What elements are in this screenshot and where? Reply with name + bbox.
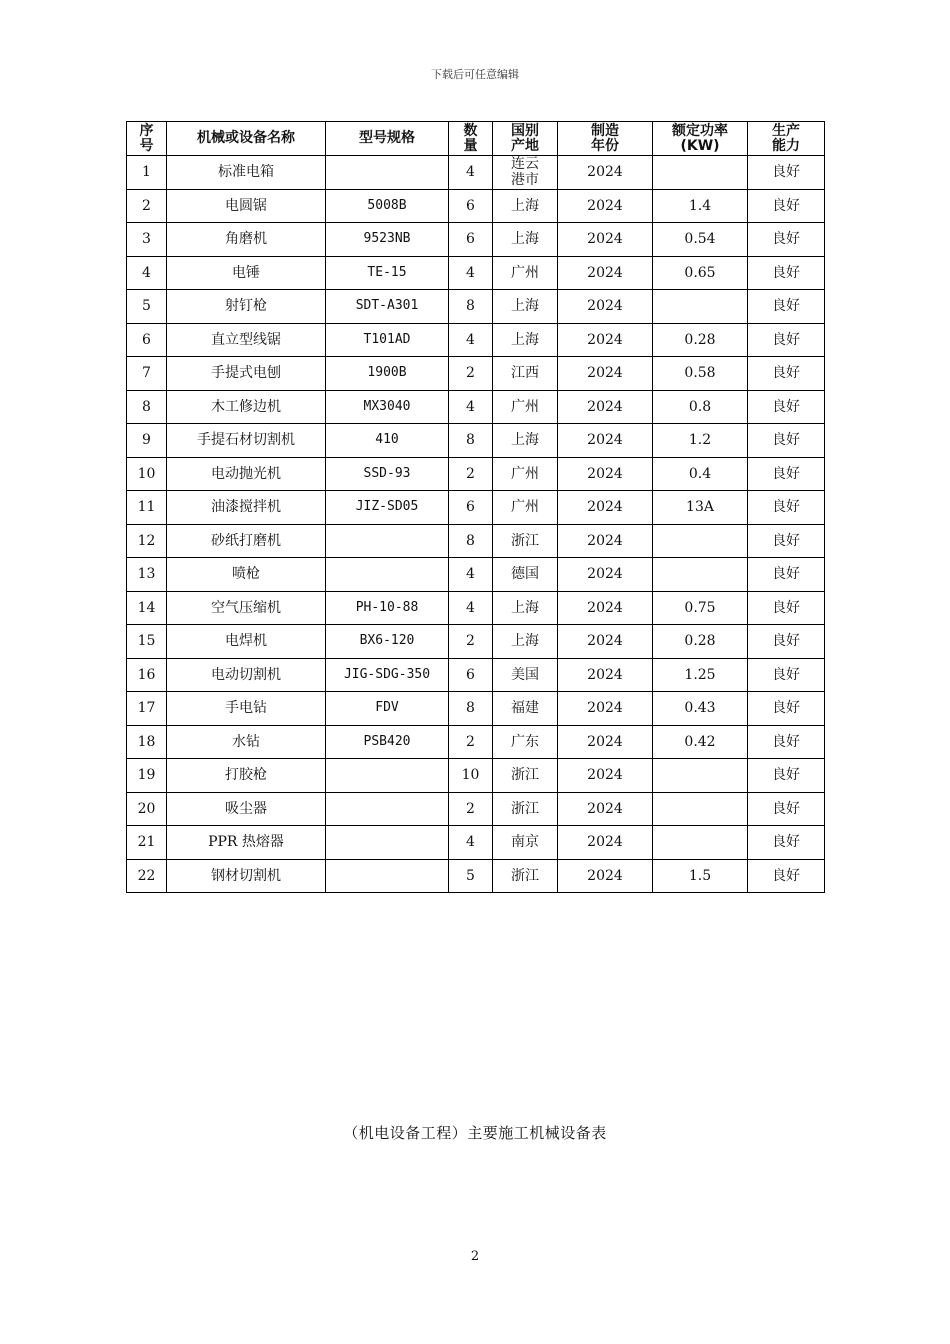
- cell-qty: 4: [449, 826, 493, 860]
- cell-seq: 19: [127, 759, 167, 793]
- cell-qty: 10: [449, 759, 493, 793]
- cell-power: 1.5: [653, 859, 748, 893]
- cell-year: 2024: [558, 457, 653, 491]
- cell-year: 2024: [558, 692, 653, 726]
- cell-power: 0.75: [653, 591, 748, 625]
- cell-origin: 南京: [493, 826, 558, 860]
- cell-seq: 6: [127, 323, 167, 357]
- cell-name: 电圆锯: [167, 189, 326, 223]
- cell-year: 2024: [558, 725, 653, 759]
- cell-model: PH-10-88: [326, 591, 449, 625]
- cell-seq: 1: [127, 156, 167, 190]
- cell-year: 2024: [558, 156, 653, 190]
- cell-power: 0.28: [653, 625, 748, 659]
- header-name: [167, 122, 326, 156]
- cell-origin: 浙江: [493, 524, 558, 558]
- cell-name: 电锤: [167, 256, 326, 290]
- cell-model: 9523NB: [326, 223, 449, 257]
- cell-model: SDT-A301: [326, 290, 449, 324]
- cell-year: 2024: [558, 826, 653, 860]
- cell-model: TE-15: [326, 256, 449, 290]
- cell-qty: 4: [449, 323, 493, 357]
- cell-model: JIZ-SD05: [326, 491, 449, 525]
- header-model: [326, 122, 449, 156]
- cell-power: 1.4: [653, 189, 748, 223]
- cell-qty: 2: [449, 457, 493, 491]
- cell-name: 直立型线锯: [167, 323, 326, 357]
- header-text-line: 年份: [591, 137, 619, 154]
- cell-model: [326, 558, 449, 592]
- table-row: [127, 759, 825, 793]
- cell-name: 手电钻: [167, 692, 326, 726]
- cell-power: 0.43: [653, 692, 748, 726]
- cell-seq: 15: [127, 625, 167, 659]
- cell-origin: 江西: [493, 357, 558, 391]
- cell-qty: 2: [449, 725, 493, 759]
- cell-origin: 广州: [493, 491, 558, 525]
- cell-origin: 上海: [493, 323, 558, 357]
- cell-year: 2024: [558, 591, 653, 625]
- cell-seq: 18: [127, 725, 167, 759]
- cell-model: 410: [326, 424, 449, 458]
- header-text-line: 量: [463, 137, 478, 154]
- header-power: [653, 122, 748, 156]
- table-row: [127, 290, 825, 324]
- cell-name: 钢材切割机: [167, 859, 326, 893]
- cell-year: 2024: [558, 859, 653, 893]
- cell-name: 水钻: [167, 725, 326, 759]
- header-capacity: [748, 122, 825, 156]
- cell-year: 2024: [558, 357, 653, 391]
- table-row: [127, 390, 825, 424]
- cell-seq: 7: [127, 357, 167, 391]
- cell-origin: 广州: [493, 390, 558, 424]
- cell-qty: 4: [449, 390, 493, 424]
- table-row: [127, 859, 825, 893]
- cell-power: [653, 524, 748, 558]
- header-text-line: 机械或设备名称: [197, 130, 295, 146]
- cell-seq: 11: [127, 491, 167, 525]
- header-origin: [493, 122, 558, 156]
- header-text-line: 序: [139, 122, 154, 139]
- table-row: [127, 357, 825, 391]
- cell-qty: 8: [449, 524, 493, 558]
- cell-seq: 9: [127, 424, 167, 458]
- cell-qty: 8: [449, 424, 493, 458]
- cell-model: [326, 759, 449, 793]
- cell-origin: 上海: [493, 223, 558, 257]
- table-row: [127, 625, 825, 659]
- cell-power: 0.28: [653, 323, 748, 357]
- cell-power: 0.4: [653, 457, 748, 491]
- cell-model: 1900B: [326, 357, 449, 391]
- header-text-line: 制造: [591, 122, 619, 139]
- cell-capacity: 良好: [748, 524, 825, 558]
- cell-year: 2024: [558, 390, 653, 424]
- cell-capacity: 良好: [748, 591, 825, 625]
- table-body: [127, 156, 825, 893]
- cell-seq: 14: [127, 591, 167, 625]
- cell-capacity: 良好: [748, 859, 825, 893]
- cell-name: 电动抛光机: [167, 457, 326, 491]
- cell-origin: 浙江: [493, 759, 558, 793]
- cell-name: 喷枪: [167, 558, 326, 592]
- cell-capacity: 良好: [748, 457, 825, 491]
- cell-year: 2024: [558, 658, 653, 692]
- cell-power: 0.58: [653, 357, 748, 391]
- cell-model: BX6-120: [326, 625, 449, 659]
- cell-capacity: 良好: [748, 290, 825, 324]
- table-row: [127, 524, 825, 558]
- cell-capacity: 良好: [748, 390, 825, 424]
- table-row: [127, 156, 825, 190]
- table-row: [127, 792, 825, 826]
- table-row: [127, 725, 825, 759]
- cell-qty: 6: [449, 658, 493, 692]
- cell-model: PSB420: [326, 725, 449, 759]
- cell-year: 2024: [558, 759, 653, 793]
- table-row: [127, 558, 825, 592]
- cell-qty: 5: [449, 859, 493, 893]
- table-row: [127, 189, 825, 223]
- cell-year: 2024: [558, 189, 653, 223]
- cell-qty: 6: [449, 223, 493, 257]
- cell-year: 2024: [558, 424, 653, 458]
- cell-power: 0.42: [653, 725, 748, 759]
- cell-year: 2024: [558, 558, 653, 592]
- cell-power: [653, 792, 748, 826]
- cell-year: 2024: [558, 625, 653, 659]
- cell-capacity: 良好: [748, 323, 825, 357]
- cell-power: 13A: [653, 491, 748, 525]
- cell-origin: 美国: [493, 658, 558, 692]
- cell-model: [326, 156, 449, 190]
- cell-model: T101AD: [326, 323, 449, 357]
- cell-origin: 浙江: [493, 859, 558, 893]
- cell-seq: 12: [127, 524, 167, 558]
- equipment-table: [126, 121, 825, 893]
- cell-capacity: 良好: [748, 558, 825, 592]
- cell-capacity: 良好: [748, 658, 825, 692]
- cell-year: 2024: [558, 223, 653, 257]
- cell-qty: 6: [449, 491, 493, 525]
- cell-seq: 5: [127, 290, 167, 324]
- table-caption: （机电设备工程）主要施工机械设备表: [343, 1124, 607, 1142]
- cell-qty: 4: [449, 256, 493, 290]
- cell-name: 标准电箱: [167, 156, 326, 190]
- header-year: [558, 122, 653, 156]
- table-row: [127, 826, 825, 860]
- cell-name: 电焊机: [167, 625, 326, 659]
- cell-year: 2024: [558, 792, 653, 826]
- header-text-line: 号: [139, 137, 154, 154]
- cell-qty: 2: [449, 625, 493, 659]
- cell-year: 2024: [558, 524, 653, 558]
- cell-power: 0.65: [653, 256, 748, 290]
- cell-model: [326, 524, 449, 558]
- cell-origin: 上海: [493, 591, 558, 625]
- table-row: [127, 457, 825, 491]
- cell-seq: 17: [127, 692, 167, 726]
- cell-origin: 广东: [493, 725, 558, 759]
- cell-name: 油漆搅拌机: [167, 491, 326, 525]
- cell-power: [653, 156, 748, 190]
- cell-qty: 2: [449, 792, 493, 826]
- cell-power: 0.8: [653, 390, 748, 424]
- cell-origin: 上海: [493, 290, 558, 324]
- cell-capacity: 良好: [748, 256, 825, 290]
- table-row: [127, 692, 825, 726]
- cell-name: 手提式电刨: [167, 357, 326, 391]
- cell-power: [653, 759, 748, 793]
- cell-power: 1.2: [653, 424, 748, 458]
- page-header-note: 下载后可任意编辑: [431, 68, 519, 81]
- table-row: [127, 491, 825, 525]
- cell-year: 2024: [558, 290, 653, 324]
- cell-origin: 上海: [493, 189, 558, 223]
- cell-name: 砂纸打磨机: [167, 524, 326, 558]
- cell-capacity: 良好: [748, 792, 825, 826]
- cell-name: 手提石材切割机: [167, 424, 326, 458]
- cell-seq: 20: [127, 792, 167, 826]
- header-text-line: 能力: [772, 137, 800, 154]
- cell-power: 0.54: [653, 223, 748, 257]
- cell-power: [653, 290, 748, 324]
- cell-name: 空气压缩机: [167, 591, 326, 625]
- header-text-line: 国别: [511, 122, 539, 139]
- cell-seq: 10: [127, 457, 167, 491]
- cell-capacity: 良好: [748, 491, 825, 525]
- cell-seq: 21: [127, 826, 167, 860]
- table-row: [127, 256, 825, 290]
- cell-name: PPR 热熔器: [167, 826, 326, 860]
- cell-capacity: 良好: [748, 625, 825, 659]
- table-row: [127, 591, 825, 625]
- table-row: [127, 424, 825, 458]
- cell-name: 射钉枪: [167, 290, 326, 324]
- header-text-line: 额定功率: [672, 122, 728, 139]
- cell-model: MX3040: [326, 390, 449, 424]
- header-seq: [127, 122, 167, 156]
- cell-capacity: 良好: [748, 156, 825, 190]
- cell-origin: 广州: [493, 256, 558, 290]
- cell-model: 5008B: [326, 189, 449, 223]
- header-text-line: (KW): [680, 137, 720, 154]
- cell-name: 木工修边机: [167, 390, 326, 424]
- cell-seq: 8: [127, 390, 167, 424]
- cell-capacity: 良好: [748, 759, 825, 793]
- header-qty: [449, 122, 493, 156]
- cell-seq: 2: [127, 189, 167, 223]
- table-row: [127, 223, 825, 257]
- cell-qty: 6: [449, 189, 493, 223]
- cell-name: 吸尘器: [167, 792, 326, 826]
- cell-model: [326, 859, 449, 893]
- cell-capacity: 良好: [748, 223, 825, 257]
- cell-power: [653, 826, 748, 860]
- cell-name: 电动切割机: [167, 658, 326, 692]
- cell-capacity: 良好: [748, 692, 825, 726]
- cell-qty: 4: [449, 156, 493, 190]
- cell-model: SSD-93: [326, 457, 449, 491]
- cell-year: 2024: [558, 491, 653, 525]
- cell-qty: 2: [449, 357, 493, 391]
- cell-qty: 4: [449, 558, 493, 592]
- cell-year: 2024: [558, 323, 653, 357]
- cell-capacity: 良好: [748, 189, 825, 223]
- cell-origin: 德国: [493, 558, 558, 592]
- cell-origin: 上海: [493, 424, 558, 458]
- page-number: 2: [470, 1249, 480, 1264]
- cell-model: JIG-SDG-350: [326, 658, 449, 692]
- cell-origin: 福建: [493, 692, 558, 726]
- cell-model: FDV: [326, 692, 449, 726]
- table-header-row: [127, 122, 825, 156]
- header-text-line: 型号规格: [359, 130, 415, 146]
- cell-origin: 广州: [493, 457, 558, 491]
- header-text-line: 产地: [511, 137, 539, 154]
- cell-model: [326, 792, 449, 826]
- cell-name: 角磨机: [167, 223, 326, 257]
- cell-capacity: 良好: [748, 357, 825, 391]
- cell-origin: 浙江: [493, 792, 558, 826]
- table-row: [127, 323, 825, 357]
- cell-origin: 连云 港市: [493, 156, 558, 190]
- cell-seq: 4: [127, 256, 167, 290]
- cell-power: [653, 558, 748, 592]
- cell-capacity: 良好: [748, 826, 825, 860]
- cell-capacity: 良好: [748, 424, 825, 458]
- cell-capacity: 良好: [748, 725, 825, 759]
- table-row: [127, 658, 825, 692]
- cell-name: 打胶枪: [167, 759, 326, 793]
- header-text-line: 生产: [772, 122, 800, 139]
- cell-seq: 13: [127, 558, 167, 592]
- cell-origin: 上海: [493, 625, 558, 659]
- cell-seq: 16: [127, 658, 167, 692]
- cell-qty: 4: [449, 591, 493, 625]
- cell-model: [326, 826, 449, 860]
- cell-seq: 3: [127, 223, 167, 257]
- cell-seq: 22: [127, 859, 167, 893]
- cell-power: 1.25: [653, 658, 748, 692]
- header-text-line: 数: [463, 122, 478, 139]
- cell-qty: 8: [449, 290, 493, 324]
- cell-qty: 8: [449, 692, 493, 726]
- cell-year: 2024: [558, 256, 653, 290]
